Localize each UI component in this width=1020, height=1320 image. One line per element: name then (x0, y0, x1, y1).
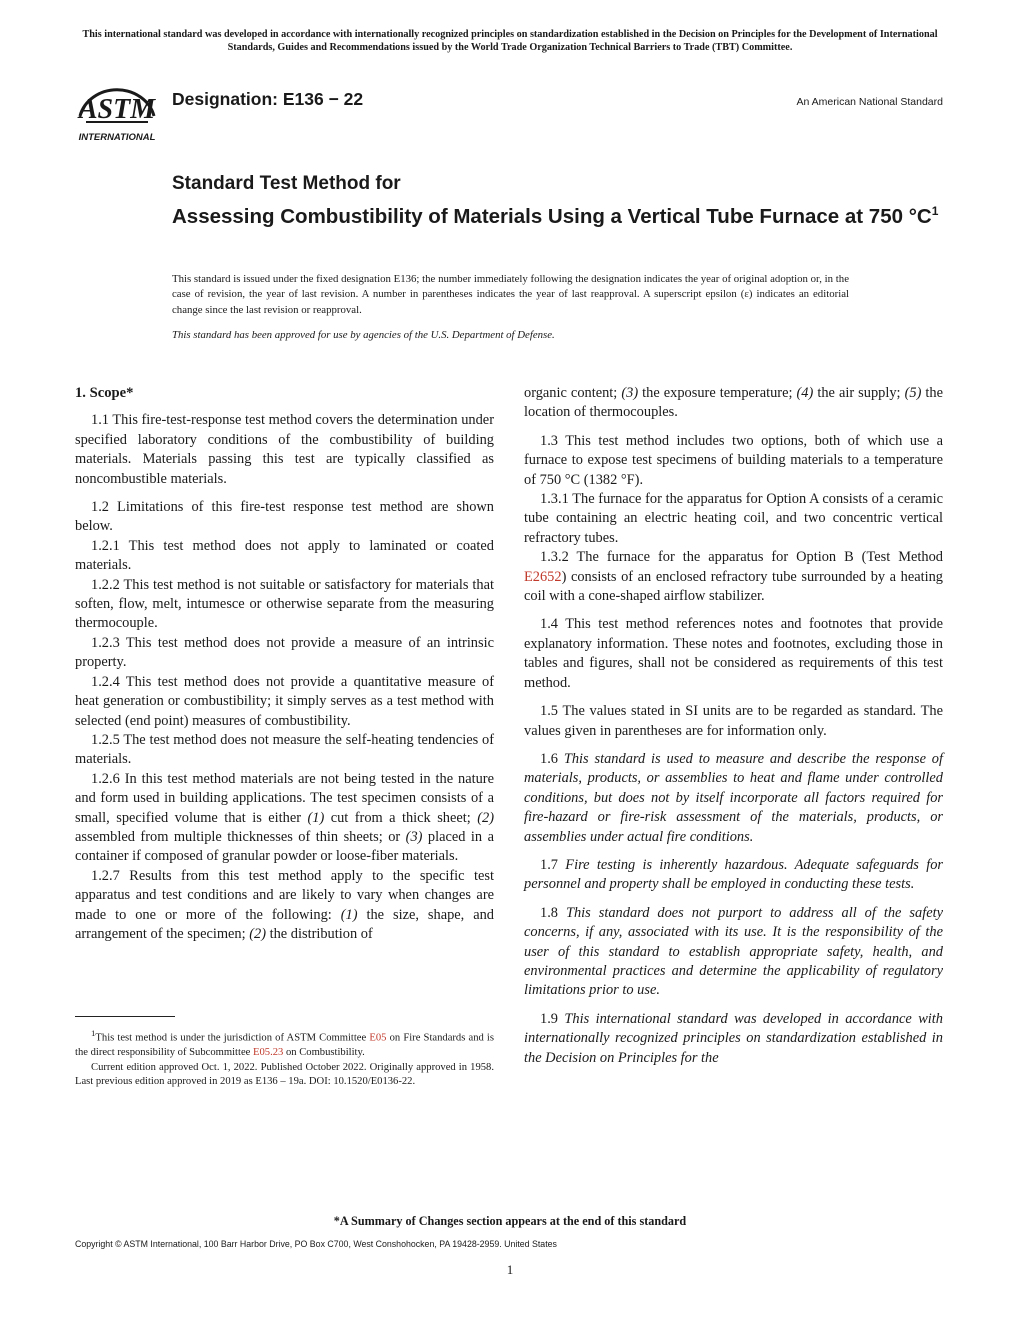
copyright: Copyright © ASTM International, 100 Barr Harbor Drive, PO Box C700, West Conshohocken, PA 19428-2959. United States (75, 1239, 557, 1249)
left-column (75, 384, 494, 944)
para-1-3: 1.3 This test method includes two options, both of which use a furnace to expose test specimens of building materials to a temperature of 750 °C (1382 °F). (524, 432, 943, 488)
para-1-2-7-continued: organic content; (3) the exposure temperature; (4) the air supply; (5) the location of thermocouples. (524, 385, 943, 421)
para-1-7: 1.7 Fire testing is inherently hazardous. Adequate safeguards for personnel and property shall be employed in conducting these tests. (524, 856, 943, 893)
para-1-2-5: 1.2.5 The test method does not measure the self-heating tendencies of materials. (75, 731, 494, 768)
para-1-4: 1.4 This test method references notes and footnotes that provide explanatory information. These notes and footnotes, excluding those in tables and figures, shall not be considered as requirements of this test method. (524, 616, 943, 691)
e05-23-link[interactable]: E05.23 (253, 1047, 284, 1059)
footnote-jurisdiction: $^1$This test method is under the jurisdiction of ASTM Committee E05 on Fire Standards and is the direct responsibility of Subcommittee E05.23 on Combustibility. (75, 1028, 494, 1059)
astm-logo (72, 78, 162, 146)
footnote (75, 1026, 494, 1090)
para-1-1: 1.1 This fire-test-response test method covers the determination under specified laboratory conditions of the combustibility of building materials. Materials passing this test are typically classified as noncombustible materials. (75, 412, 494, 487)
footnote-edition: Current edition approved Oct. 1, 2022. Published October 2022. Originally approved in 1958. Last previous edition approved in 2019 as E136 – 19a. DOI: 10.1520/E0136-22. (75, 1061, 494, 1088)
para-1-2: 1.2 Limitations of this fire-test response test method are shown below. (75, 499, 494, 535)
para-1-2-2: 1.2.2 This test method is not suitable or satisfactory for materials that soften, flow, melt, intumesce or otherwise separate from the measuring thermocouple. (75, 576, 494, 632)
para-1-2-7: 1.2.7 Results from this test method apply to the specific test apparatus and test conditions and are likely to vary when changes are made to one or more of the following: (1) the size, shape, and arrangement of the specimen; (2) the distribution of (75, 867, 494, 942)
e05-link[interactable]: E05 (369, 1032, 387, 1044)
preamble: This standard is issued under the fixed designation E136; the number immediately following the designation indicates the year of original adoption or, in the case of revision, the year of last revision. A number in parentheses indicates the year of last reapproval. A superscript epsilon (ε) indicates an editorial change since the last revision or reapproval. (172, 273, 849, 316)
page-number: 1 (506, 1262, 514, 1277)
summary-of-changes-note: *A Summary of Changes section appears at the end of this standard (333, 1214, 687, 1228)
para-1-2-6: 1.2.6 In this test method materials are not being tested in the nature and form used in building applications. The test specimen consists of a small, specified volume that is either (1) cut from a thick sheet; (2) assembled from multiple thicknesses of thin sheets; or (3) placed in a container if composed of granular powder or loose-fiber materials. (75, 770, 494, 865)
para-1-2-1: 1.2.1 This test method does not apply to laminated or coated materials. (75, 537, 494, 574)
defense-note: This standard has been approved for use by agencies of the U.S. Department of Defense. (172, 329, 555, 341)
tbt-notice: This international standard was developed in accordance with internationally recognized principles on standardization established in the Decision on Principles for the Development of International Standards, Guides and Recommendations issued by the World Trade Organization Technical Barriers to Trade (TBT) Committee. (82, 29, 938, 53)
para-1-2-3: 1.2.3 This test method does not provide a measure of an intrinsic property. (75, 634, 494, 671)
e2652-link[interactable]: E2652 (524, 568, 562, 585)
american-national-standard: An American National Standard (796, 96, 943, 108)
para-1-6: 1.6 This standard is used to measure and describe the response of materials, products, or assemblies to heat and flame under controlled conditions, but does not by itself incorporate all factors required for fire-hazard or fire-risk assessment of the materials, products, or assemblies under actual fire conditions. (524, 750, 944, 845)
title-line-1: Standard Test Method for (172, 173, 401, 194)
title-footnote-mark: 1 (931, 204, 939, 218)
para-1-2-4: 1.2.4 This test method does not provide a quantitative measure of heat generation or combustibility; it simply serves as a test method with selected (end point) measures of combustibility. (75, 673, 494, 729)
logo-text: INTERNATIONAL (78, 132, 156, 143)
title-line-2 (172, 198, 952, 230)
para-1-5: 1.5 The values stated in SI units are to be regarded as standard. The values given in parentheses are for information only. (524, 703, 943, 739)
right-column (524, 384, 943, 1068)
para-1-3-1: 1.3.1 The furnace for the apparatus for Option A consists of a ceramic tube containing an electric heating coil, and two concentric vertical refractory tubes. (524, 491, 943, 546)
scope-heading: 1. Scope* (75, 385, 134, 401)
designation: Designation: E136 − 22 (172, 89, 364, 109)
footnote-rule (75, 1016, 175, 1017)
title-main: Assessing Combustibility of Materials Using a Vertical Tube Furnace at 750 °C (172, 204, 932, 228)
astm-logo-mark (72, 78, 162, 146)
para-1-9: 1.9 This international standard was developed in accordance with internationally recognized principles on standardization established in the Decision on Principles for the (524, 1010, 943, 1066)
para-1-3-2: 1.3.2 The furnace for the apparatus for Option B (Test Method E2652) consists of an enclosed refractory tube surrounded by a heating coil with a cone-shaped airflow stabilizer. (524, 549, 943, 605)
para-1-8: 1.8 This standard does not purport to address all of the safety concerns, if any, associated with its use. It is the responsibility of the user of this standard to establish appropriate safety, health, and environmental practices and determine the applicability of regulatory limitations prior to use. (524, 904, 943, 999)
logo-letters: ASTM (78, 94, 156, 125)
